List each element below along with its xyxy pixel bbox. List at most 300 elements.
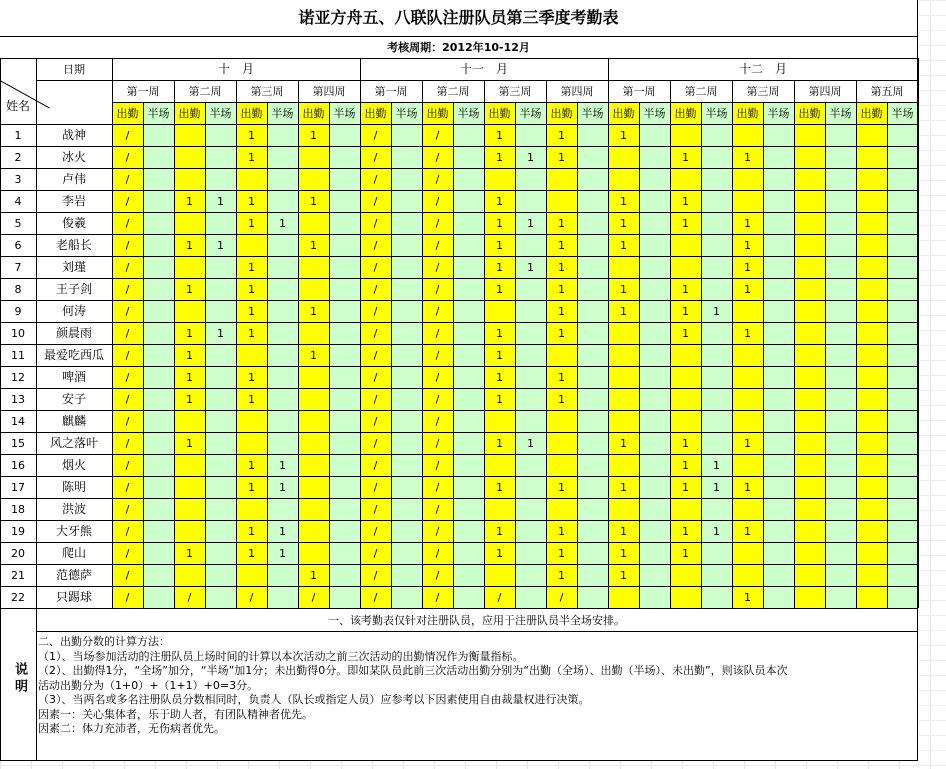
attendance-mark: 1 bbox=[682, 436, 689, 450]
attendance-mark: 1 bbox=[682, 282, 689, 296]
attendance-mark: / bbox=[373, 238, 378, 252]
member-name: 烟火 bbox=[61, 458, 86, 472]
attendance-mark: / bbox=[125, 282, 130, 296]
attendance-mark: / bbox=[125, 392, 130, 406]
attendance-mark: / bbox=[373, 304, 378, 318]
attendance-mark: 1 bbox=[496, 370, 503, 384]
attendance-mark: / bbox=[373, 282, 378, 296]
half-subheader: 半场 bbox=[643, 106, 666, 120]
attendance-mark: / bbox=[435, 502, 440, 516]
attendance-mark: 1 bbox=[682, 304, 689, 318]
grid-line bbox=[0, 234, 917, 235]
attendance-mark: 1 bbox=[496, 326, 503, 340]
member-name: 老船长 bbox=[55, 238, 92, 252]
attendance-mark: / bbox=[373, 370, 378, 384]
grid-line bbox=[825, 102, 826, 608]
attendance-mark: 1 bbox=[496, 436, 503, 450]
member-name: 何涛 bbox=[61, 304, 86, 318]
week-header: 第一周 bbox=[374, 84, 408, 98]
note-line: 活动出勤分为（1+0）+（1+1）+0=3分。 bbox=[38, 678, 259, 692]
grid-line bbox=[0, 146, 917, 147]
attendance-mark: 1 bbox=[248, 304, 255, 318]
attendance-mark: 1 bbox=[744, 326, 751, 340]
attendance-mark: / bbox=[125, 502, 130, 516]
member-name: 只踢球 bbox=[55, 590, 92, 604]
attendance-mark: 1 bbox=[496, 260, 503, 274]
sheet-gridline bbox=[0, 765, 946, 766]
attendance-mark: / bbox=[435, 128, 440, 142]
member-name: 俊羲 bbox=[61, 216, 86, 230]
half-subheader: 半场 bbox=[705, 106, 728, 120]
week-header: 第一周 bbox=[126, 84, 160, 98]
week-header: 第五周 bbox=[870, 84, 904, 98]
member-name: 洪波 bbox=[61, 502, 86, 516]
attendance-mark: / bbox=[435, 260, 440, 274]
attendance-mark: 1 bbox=[186, 436, 193, 450]
attendance-mark: 1 bbox=[496, 216, 503, 230]
member-name: 范德萨 bbox=[55, 568, 92, 582]
half-column bbox=[515, 102, 546, 608]
attendance-mark: / bbox=[435, 546, 440, 560]
attendance-mark: 1 bbox=[558, 260, 565, 274]
member-name: 爬山 bbox=[61, 546, 86, 560]
attendance-mark: 1 bbox=[558, 216, 565, 230]
date-label: 日期 bbox=[63, 62, 85, 76]
week-header: 第三周 bbox=[746, 84, 780, 98]
attendance-mark: / bbox=[373, 414, 378, 428]
half-subheader: 半场 bbox=[519, 106, 542, 120]
grid-line bbox=[0, 36, 917, 37]
attendance-mark: 1 bbox=[620, 238, 627, 252]
notes-text bbox=[36, 635, 917, 737]
member-name: 刘瑾 bbox=[61, 260, 86, 274]
member-name: 战神 bbox=[61, 128, 86, 142]
attendance-mark: / bbox=[435, 370, 440, 384]
row-number: 13 bbox=[11, 392, 25, 406]
attendance-mark: / bbox=[125, 590, 130, 604]
grid-line bbox=[546, 102, 547, 608]
attendance-mark: / bbox=[125, 150, 130, 164]
attendance-mark: / bbox=[125, 326, 130, 340]
attendance-mark: / bbox=[373, 348, 378, 362]
attendance-mark: / bbox=[435, 568, 440, 582]
attendance-mark: 1 bbox=[744, 150, 751, 164]
attendance-mark: 1 bbox=[496, 282, 503, 296]
grid-line bbox=[174, 102, 175, 608]
grid-line bbox=[329, 102, 330, 608]
attendance-mark: 1 bbox=[558, 480, 565, 494]
attendance-mark: 1 bbox=[310, 568, 317, 582]
grid-line bbox=[0, 609, 1, 761]
attendance-mark: / bbox=[125, 524, 130, 538]
attendance-mark: / bbox=[125, 348, 130, 362]
grid-line bbox=[0, 58, 1, 608]
attendance-mark: 1 bbox=[558, 238, 565, 252]
grid-line bbox=[0, 190, 917, 191]
attendance-mark: 1 bbox=[310, 194, 317, 208]
attendance-mark: 1 bbox=[496, 128, 503, 142]
row-number: 7 bbox=[14, 260, 22, 274]
attendance-mark: 1 bbox=[682, 546, 689, 560]
grid-line bbox=[0, 256, 917, 257]
attendance-mark: / bbox=[435, 150, 440, 164]
attendance-mark: 1 bbox=[248, 546, 255, 560]
attendance-mark: / bbox=[373, 436, 378, 450]
attendance-column bbox=[856, 102, 887, 608]
attendance-mark: 1 bbox=[248, 524, 255, 538]
row-number: 22 bbox=[11, 590, 25, 604]
row-number: 1 bbox=[14, 128, 22, 142]
half-mark: 1 bbox=[279, 480, 286, 494]
attendance-mark: / bbox=[373, 392, 378, 406]
half-mark: 1 bbox=[527, 150, 534, 164]
member-name: 李岩 bbox=[61, 194, 86, 208]
grid-line bbox=[484, 102, 485, 608]
grid-line bbox=[0, 168, 917, 169]
attendance-mark: / bbox=[249, 590, 254, 604]
grid-line bbox=[887, 102, 888, 608]
grid-line bbox=[0, 542, 917, 543]
week-header: 第二周 bbox=[188, 84, 222, 98]
sheet-title: 诺亚方舟五、八联队注册队员第三季度考勤表 bbox=[0, 0, 917, 36]
member-name: 颜晨雨 bbox=[55, 326, 92, 340]
note-line: （3）、当两名或多名注册队员分数相同时，负责人（队长或指定人员）应参考以下因素使用自由裁量权进行决策。 bbox=[38, 693, 590, 706]
attendance-mark: 1 bbox=[620, 282, 627, 296]
attendance-subheader: 出勤 bbox=[178, 106, 201, 120]
sheet-gridline bbox=[930, 0, 931, 769]
attendance-mark: / bbox=[125, 480, 130, 494]
attendance-mark: 1 bbox=[496, 238, 503, 252]
attendance-mark: / bbox=[435, 414, 440, 428]
note-line: 因素一：关心集体者，乐于助人者，有团队精神者优先。 bbox=[38, 707, 313, 721]
grid-line bbox=[0, 344, 917, 345]
member-name: 王子剑 bbox=[55, 282, 92, 296]
attendance-mark: 1 bbox=[744, 436, 751, 450]
grid-line bbox=[0, 300, 917, 301]
attendance-mark: 1 bbox=[248, 282, 255, 296]
attendance-mark: / bbox=[373, 194, 378, 208]
grid-line bbox=[0, 432, 917, 433]
row-number: 4 bbox=[14, 194, 22, 208]
half-mark: 1 bbox=[713, 480, 720, 494]
month-header: 十一 月 bbox=[459, 62, 508, 76]
half-subheader: 半场 bbox=[147, 106, 170, 120]
assessment-period: 考核周期：2012年10-12月 bbox=[0, 36, 917, 58]
note-line: 二、出勤分数的计算方法： bbox=[38, 635, 170, 648]
member-name: 安子 bbox=[61, 392, 86, 406]
half-column bbox=[763, 102, 794, 608]
grid-line bbox=[0, 498, 917, 499]
attendance-mark: 1 bbox=[248, 150, 255, 164]
attendance-mark: / bbox=[125, 568, 130, 582]
grid-line bbox=[422, 102, 423, 608]
attendance-mark: 1 bbox=[620, 194, 627, 208]
attendance-mark: 1 bbox=[682, 458, 689, 472]
row-number: 17 bbox=[11, 480, 25, 494]
row-number: 18 bbox=[11, 502, 25, 516]
attendance-mark: 1 bbox=[744, 282, 751, 296]
attendance-mark: 1 bbox=[496, 480, 503, 494]
attendance-mark: / bbox=[373, 502, 378, 516]
grid-line bbox=[0, 454, 917, 455]
attendance-mark: 1 bbox=[558, 304, 565, 318]
row-number: 10 bbox=[11, 326, 25, 340]
grid-line bbox=[0, 212, 917, 213]
month-header: 十 月 bbox=[217, 62, 254, 76]
half-column bbox=[329, 102, 360, 608]
attendance-mark: 1 bbox=[248, 392, 255, 406]
note-line-1: 一、该考勤表仅针对注册队员，应用于注册队员半全场安排。 bbox=[328, 613, 625, 627]
grid-line bbox=[608, 102, 609, 608]
attendance-mark: 1 bbox=[558, 370, 565, 384]
attendance-mark: 1 bbox=[496, 348, 503, 362]
attendance-mark: / bbox=[311, 590, 316, 604]
attendance-mark: / bbox=[125, 216, 130, 230]
attendance-subheader: 出勤 bbox=[364, 106, 387, 120]
row-number: 3 bbox=[14, 172, 22, 186]
row-number: 2 bbox=[14, 150, 22, 164]
grid-line bbox=[0, 322, 917, 323]
half-subheader: 半场 bbox=[891, 106, 914, 120]
grid-line bbox=[670, 102, 671, 608]
attendance-mark: 1 bbox=[620, 216, 627, 230]
attendance-mark: / bbox=[559, 590, 564, 604]
note-line: （1）、当场参加活动的注册队员上场时间的计算以本次活动之前三次活动的出勤情况作为衡量指标。 bbox=[38, 649, 524, 663]
half-subheader: 半场 bbox=[395, 106, 418, 120]
note-line: （2）、出勤得1分，“全场”加分，“半场”加1分；未出勤得0分。即如某队员此前三次活动出勤分别为“出勤（全场）、出勤（半场）、未出勤”，则该队员本次 bbox=[38, 664, 788, 677]
attendance-subheader: 出勤 bbox=[116, 106, 139, 120]
attendance-mark: 1 bbox=[682, 524, 689, 538]
attendance-mark: 1 bbox=[558, 546, 565, 560]
attendance-subheader: 出勤 bbox=[550, 106, 573, 120]
week-header: 第三周 bbox=[498, 84, 532, 98]
attendance-mark: / bbox=[435, 590, 440, 604]
attendance-mark: / bbox=[125, 436, 130, 450]
half-mark: 1 bbox=[217, 326, 224, 340]
attendance-mark: 1 bbox=[496, 546, 503, 560]
week-header: 第二周 bbox=[684, 84, 718, 98]
attendance-mark: / bbox=[435, 458, 440, 472]
attendance-mark: / bbox=[187, 590, 192, 604]
week-header: 第一周 bbox=[622, 84, 656, 98]
half-mark: 1 bbox=[527, 260, 534, 274]
member-name: 啤酒 bbox=[61, 370, 86, 384]
attendance-mark: / bbox=[435, 304, 440, 318]
grid-line bbox=[794, 102, 795, 608]
grid-line bbox=[0, 586, 917, 587]
attendance-mark: 1 bbox=[744, 524, 751, 538]
half-subheader: 半场 bbox=[271, 106, 294, 120]
attendance-mark: 1 bbox=[558, 524, 565, 538]
half-mark: 1 bbox=[217, 194, 224, 208]
attendance-mark: 1 bbox=[248, 216, 255, 230]
half-subheader: 半场 bbox=[767, 106, 790, 120]
attendance-mark: 1 bbox=[558, 128, 565, 142]
row-number: 20 bbox=[11, 546, 25, 560]
grid-line bbox=[0, 366, 917, 367]
attendance-mark: 1 bbox=[620, 546, 627, 560]
attendance-mark: 1 bbox=[558, 150, 565, 164]
attendance-mark: 1 bbox=[620, 480, 627, 494]
row-number: 11 bbox=[11, 348, 25, 362]
attendance-subheader: 出勤 bbox=[488, 106, 511, 120]
week-header: 第四周 bbox=[560, 84, 594, 98]
half-mark: 1 bbox=[527, 216, 534, 230]
attendance-mark: / bbox=[373, 172, 378, 186]
half-mark: 1 bbox=[217, 238, 224, 252]
grid-line bbox=[0, 564, 917, 565]
month-header: 十二 月 bbox=[738, 62, 787, 76]
attendance-mark: / bbox=[373, 590, 378, 604]
half-mark: 1 bbox=[279, 524, 286, 538]
grid-line bbox=[205, 102, 206, 608]
attendance-mark: / bbox=[125, 172, 130, 186]
member-name: 最爱吃西瓜 bbox=[43, 348, 104, 362]
attendance-mark: / bbox=[373, 260, 378, 274]
grid-line bbox=[0, 124, 917, 125]
half-subheader: 半场 bbox=[457, 106, 480, 120]
row-number: 12 bbox=[11, 370, 25, 384]
attendance-mark: / bbox=[435, 392, 440, 406]
grid-line bbox=[36, 631, 917, 632]
attendance-subheader: 出勤 bbox=[426, 106, 449, 120]
attendance-mark: 1 bbox=[496, 150, 503, 164]
attendance-mark: / bbox=[435, 480, 440, 494]
member-name: 冰火 bbox=[61, 150, 86, 164]
attendance-mark: / bbox=[125, 370, 130, 384]
half-column bbox=[205, 102, 236, 608]
row-number: 21 bbox=[11, 568, 25, 582]
grid-line bbox=[0, 388, 917, 389]
attendance-mark: 1 bbox=[186, 282, 193, 296]
attendance-mark: 1 bbox=[186, 326, 193, 340]
half-column bbox=[887, 102, 918, 608]
attendance-mark: / bbox=[125, 194, 130, 208]
attendance-mark: 1 bbox=[310, 304, 317, 318]
attendance-mark: 1 bbox=[186, 194, 193, 208]
half-mark: 1 bbox=[713, 458, 720, 472]
member-name: 大牙熊 bbox=[55, 524, 92, 538]
attendance-mark: / bbox=[435, 172, 440, 186]
grid-line bbox=[0, 760, 918, 761]
row-number: 19 bbox=[11, 524, 25, 538]
half-mark: 1 bbox=[527, 436, 534, 450]
member-name: 风之落叶 bbox=[49, 436, 98, 450]
row-number: 15 bbox=[11, 436, 25, 450]
grid-line bbox=[391, 102, 392, 608]
member-name: 卢伟 bbox=[61, 172, 86, 186]
attendance-mark: 1 bbox=[744, 238, 751, 252]
row-number: 9 bbox=[14, 304, 22, 318]
attendance-mark: / bbox=[435, 326, 440, 340]
attendance-mark: 1 bbox=[558, 568, 565, 582]
attendance-mark: 1 bbox=[248, 370, 255, 384]
attendance-mark: / bbox=[373, 568, 378, 582]
half-column bbox=[391, 102, 422, 608]
row-number: 6 bbox=[14, 238, 22, 252]
attendance-mark: 1 bbox=[310, 238, 317, 252]
grid-line bbox=[0, 278, 917, 279]
attendance-mark: 1 bbox=[682, 480, 689, 494]
attendance-subheader: 出勤 bbox=[612, 106, 635, 120]
attendance-mark: / bbox=[435, 436, 440, 450]
attendance-mark: 1 bbox=[310, 128, 317, 142]
attendance-mark: 1 bbox=[620, 304, 627, 318]
attendance-mark: / bbox=[125, 304, 130, 318]
attendance-mark: 1 bbox=[496, 194, 503, 208]
attendance-mark: 1 bbox=[248, 128, 255, 142]
half-subheader: 半场 bbox=[829, 106, 852, 120]
attendance-mark: 1 bbox=[744, 480, 751, 494]
grid-line bbox=[0, 410, 917, 411]
note-line: 因素二：体力充沛者，无伤病者优先。 bbox=[38, 722, 225, 735]
attendance-mark: / bbox=[125, 546, 130, 560]
grid-line bbox=[36, 80, 917, 81]
week-header: 第三周 bbox=[250, 84, 284, 98]
grid-line bbox=[701, 102, 702, 608]
attendance-mark: / bbox=[373, 458, 378, 472]
attendance-mark: 1 bbox=[248, 326, 255, 340]
attendance-column bbox=[794, 102, 825, 608]
attendance-subheader: 出勤 bbox=[302, 106, 325, 120]
half-subheader: 半场 bbox=[333, 106, 356, 120]
attendance-mark: 1 bbox=[310, 348, 317, 362]
attendance-mark: / bbox=[373, 546, 378, 560]
half-subheader: 半场 bbox=[209, 106, 232, 120]
grid-line bbox=[360, 102, 361, 608]
attendance-mark: / bbox=[125, 128, 130, 142]
attendance-mark: / bbox=[125, 260, 130, 274]
member-name: 陈明 bbox=[61, 480, 86, 494]
half-subheader: 半场 bbox=[581, 106, 604, 120]
grid-line bbox=[732, 102, 733, 608]
half-column bbox=[577, 102, 608, 608]
attendance-mark: 1 bbox=[682, 150, 689, 164]
attendance-mark: / bbox=[373, 150, 378, 164]
attendance-mark: 1 bbox=[496, 524, 503, 538]
attendance-mark: 1 bbox=[186, 348, 193, 362]
grid-line bbox=[918, 102, 919, 608]
attendance-mark: / bbox=[435, 282, 440, 296]
attendance-mark: 1 bbox=[558, 326, 565, 340]
member-name: 麒麟 bbox=[61, 414, 86, 428]
attendance-subheader: 出勤 bbox=[736, 106, 759, 120]
week-header: 第四周 bbox=[808, 84, 842, 98]
attendance-mark: 1 bbox=[248, 458, 255, 472]
attendance-mark: / bbox=[435, 194, 440, 208]
attendance-mark: 1 bbox=[682, 194, 689, 208]
attendance-mark: 1 bbox=[558, 282, 565, 296]
row-number: 16 bbox=[11, 458, 25, 472]
grid-line bbox=[267, 102, 268, 608]
attendance-subheader: 出勤 bbox=[240, 106, 263, 120]
attendance-mark: / bbox=[435, 348, 440, 362]
grid-line bbox=[0, 520, 917, 521]
attendance-mark: 1 bbox=[186, 370, 193, 384]
half-mark: 1 bbox=[279, 458, 286, 472]
grid-line bbox=[112, 80, 113, 608]
grid-line bbox=[143, 102, 144, 608]
notes-label: 说明 bbox=[12, 662, 27, 696]
half-mark: 1 bbox=[713, 524, 720, 538]
grid-line bbox=[236, 102, 237, 608]
grid-line bbox=[453, 102, 454, 608]
attendance-mark: 1 bbox=[682, 326, 689, 340]
half-column bbox=[825, 102, 856, 608]
half-mark: 1 bbox=[279, 216, 286, 230]
grid-line bbox=[515, 102, 516, 608]
attendance-mark: 1 bbox=[248, 480, 255, 494]
